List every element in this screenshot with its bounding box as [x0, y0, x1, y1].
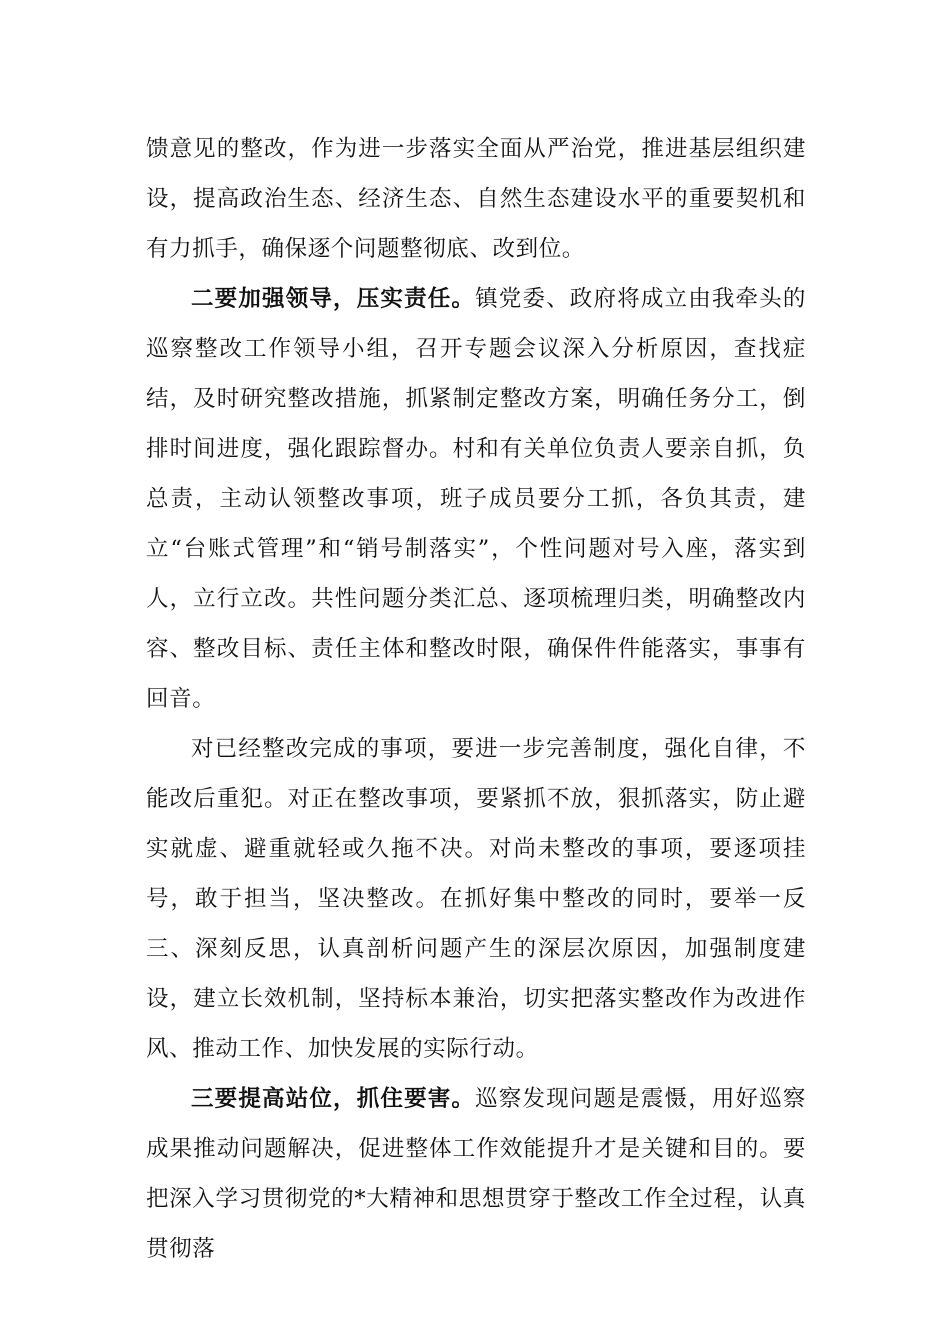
paragraph-heading: 二要加强领导，压实责任。: [191, 286, 476, 312]
paragraph-leadership: [146, 274, 806, 724]
paragraph-continuation: [146, 124, 806, 274]
paragraph-text: 对已经整改完成的事项，要进一步完善制度，强化自律，不能改后重犯。对正在整改事项，要紧抓不放，狠抓落实，防止避实就虚、避重就轻或久拖不决。对尚未整改的事项，要逐项挂号，敢于担当，坚决整改。在抓好集中整改的同时，要举一反三、深刻反思，认真剖析问题产生的深层次原因，加强制度建设，建立长效机制，坚持标本兼治，切实把落实整改作为改进作风、推动工作、加快发展的实际行动。: [146, 736, 806, 1062]
paragraph-text: 镇党委、政府将成立由我牵头的巡察整改工作领导小组，召开专题会议深入分析原因，查找症结，及时研究整改措施，抓紧制定整改方案，明确任务分工，倒排时间进度，强化跟踪督办。村和有关单位负责人要亲自抓，负总责，主动认领整改事项，班子成员要分工抓，各负其责，建立“台账式管理”和“销号制落实”，个性问题对号入座，落实到人，立行立改。共性问题分类汇总、逐项梳理归类，明确整改内容、整改目标、责任主体和整改时限，确保件件能落实，事事有回音。: [146, 286, 806, 712]
paragraph-standpoint: [146, 1074, 806, 1274]
paragraph-heading: 三要提高站位，抓住要害。: [191, 1086, 476, 1112]
document-body: [146, 124, 806, 1274]
paragraph-text: 馈意见的整改，作为进一步落实全面从严治党，推进基层组织建设，提高政治生态、经济生态、自然生态建设水平的重要契机和有力抓手，确保逐个问题整彻底、改到位。: [146, 136, 806, 262]
paragraph-text: 巡察发现问题是震慑，用好巡察成果推动问题解决，促进整体工作效能提升才是关键和目的。要把深入学习贯彻党的*大精神和思想贯穿于整改工作全过程，认真贯彻落: [146, 1086, 806, 1262]
paragraph-rectification: [146, 724, 806, 1074]
